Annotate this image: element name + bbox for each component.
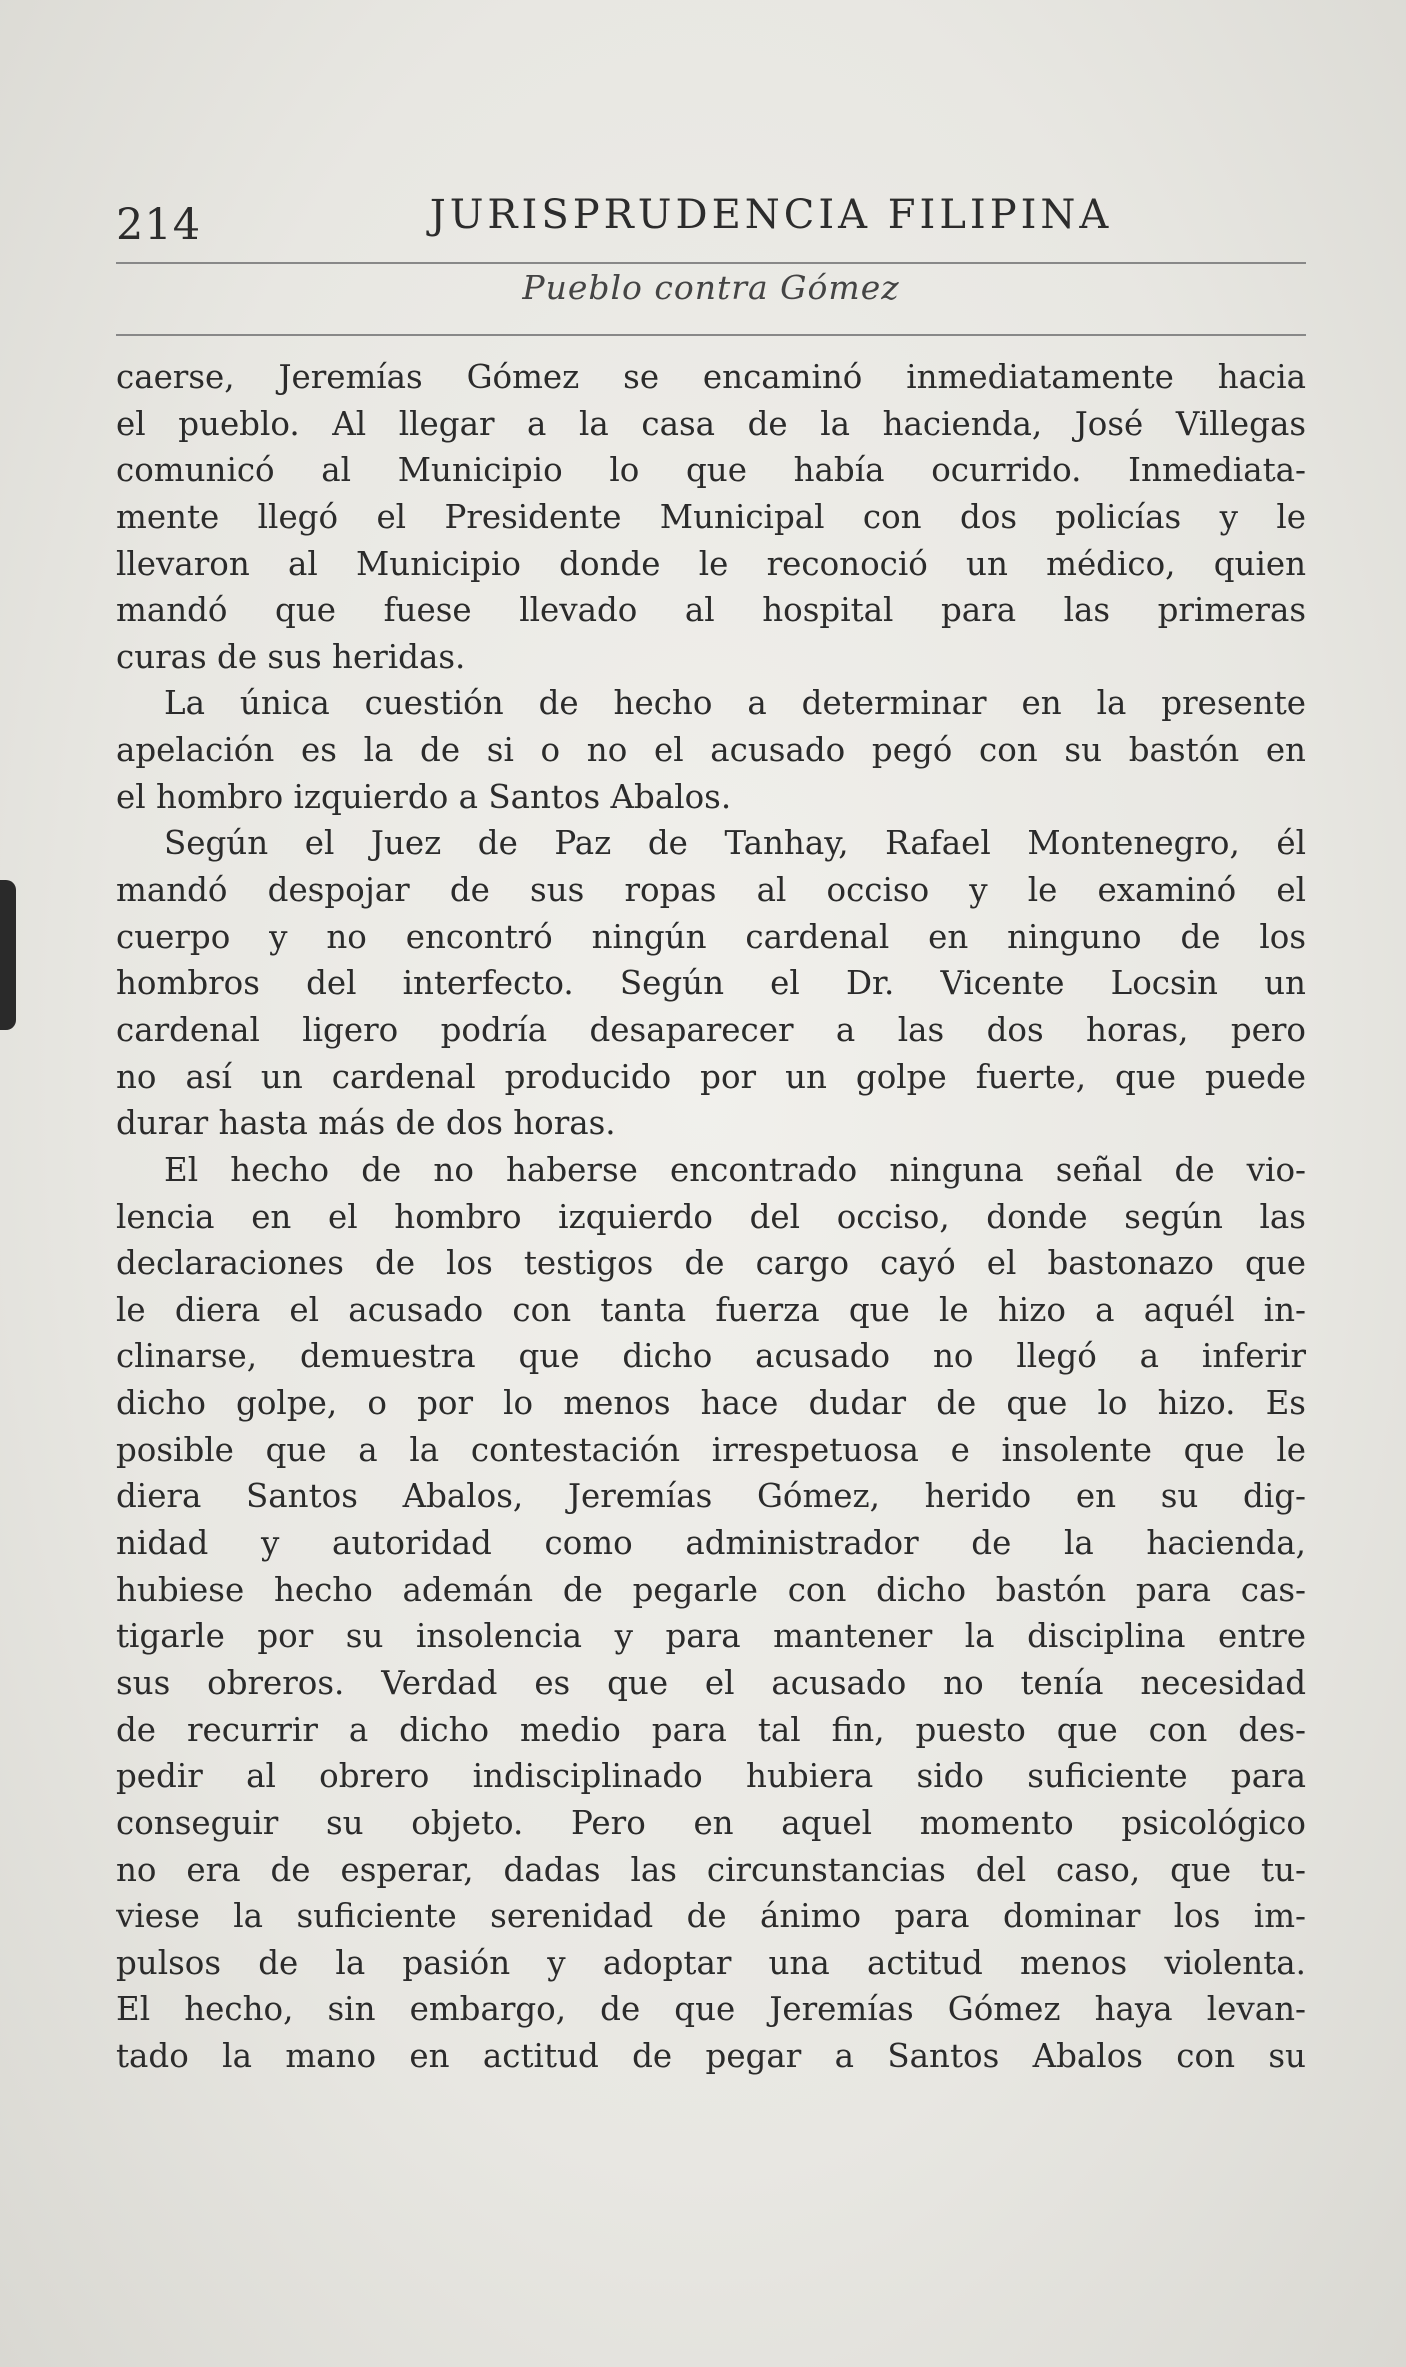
text-line: de recurrir a dicho medio para tal fin, puesto que con des- [116,1710,1306,1749]
text-line: conseguir su objeto. Pero en aquel momento psicológico [116,1803,1306,1842]
binding-edge-mark [0,880,16,1030]
text-line: pulsos de la pasión y adoptar una actitud menos violenta. [116,1943,1306,1982]
text-line: El hecho, sin embargo, de que Jeremías Gómez haya levan- [116,1990,1306,2029]
text-line: mandó despojar de sus ropas al occiso y le examinó el [116,871,1306,910]
header-rule-top [116,262,1306,264]
text-line: hombros del interfecto. Según el Dr. Vicente Locsin un [116,964,1306,1003]
text-line: Según el Juez de Paz de Tanhay, Rafael Montenegro, él [164,824,1306,863]
header-rule-bottom [116,334,1306,336]
text-line: comunicó al Municipio lo que había ocurrido. Inmediata- [116,451,1306,490]
case-title: Pueblo contra Gómez [522,268,900,307]
text-line: diera Santos Abalos, Jeremías Gómez, herido en su dig- [116,1477,1306,1516]
text-line: mandó que fuese llevado al hospital para las primeras [116,591,1306,630]
text-line: sus obreros. Verdad es que el acusado no tenía necesidad [116,1663,1306,1702]
running-title: JURISPRUDENCIA FILIPINA [429,192,1113,238]
text-line: cardenal ligero podría desaparecer a las dos horas, pero [116,1010,1306,1049]
text-line: clinarse, demuestra que dicho acusado no llegó a inferir [116,1337,1306,1376]
text-line: El hecho de no haberse encontrado ninguna señal de vio- [164,1150,1306,1189]
text-line: La única cuestión de hecho a determinar en la presente [164,684,1306,723]
text-line: durar hasta más de dos horas. [116,1104,616,1143]
text-line: viese la suficiente serenidad de ánimo para dominar los im- [116,1897,1306,1936]
text-line: el hombro izquierdo a Santos Abalos. [116,777,732,816]
text-line: declaraciones de los testigos de cargo cayó el bastonazo que [116,1244,1306,1283]
text-line: tigarle por su insolencia y para mantener la disciplina entre [116,1617,1306,1656]
text-line: mente llegó el Presidente Municipal con dos policías y le [116,497,1306,536]
body-text [116,354,1306,2080]
text-line: apelación es la de si o no el acusado pegó con su bastón en [116,731,1306,770]
text-line: el pueblo. Al llegar a la casa de la hacienda, José Villegas [116,404,1306,443]
page-number: 214 [116,200,202,250]
text-line: pedir al obrero indisciplinado hubiera sido suficiente para [116,1757,1306,1796]
text-line: nidad y autoridad como administrador de la hacienda, [116,1524,1306,1563]
text-line: no era de esperar, dadas las circunstancias del caso, que tu- [116,1850,1306,1889]
text-line: cuerpo y no encontró ningún cardenal en ninguno de los [116,917,1306,956]
page-header [116,192,1306,262]
text-line: hubiese hecho ademán de pegarle con dicho bastón para cas- [116,1570,1306,1609]
text-line: tado la mano en actitud de pegar a Santos Abalos con su [116,2037,1306,2076]
text-line: le diera el acusado con tanta fuerza que le hizo a aquél in- [116,1290,1306,1329]
text-line: no así un cardenal producido por un golpe fuerte, que puede [116,1057,1306,1096]
text-line: posible que a la contestación irrespetuosa e insolente que le [116,1430,1306,1469]
text-line: llevaron al Municipio donde le reconoció un médico, quien [116,544,1306,583]
text-line: curas de sus heridas. [116,637,466,676]
text-line: lencia en el hombro izquierdo del occiso, donde según las [116,1197,1306,1236]
text-line: dicho golpe, o por lo menos hace dudar de que lo hizo. Es [116,1384,1306,1423]
text-line: caerse, Jeremías Gómez se encaminó inmediatamente hacia [116,358,1306,396]
